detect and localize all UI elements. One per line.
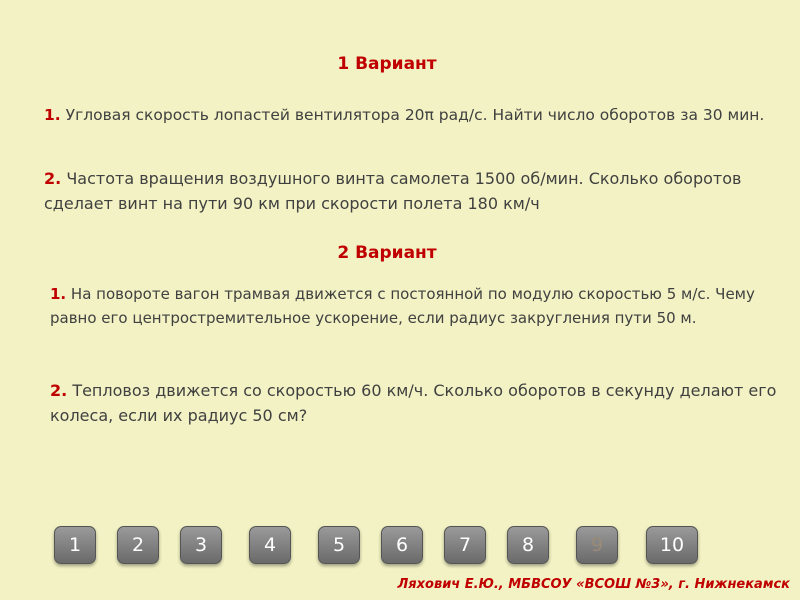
variant-2-problem-1 bbox=[50, 282, 780, 330]
nav-button-6[interactable]: 6 bbox=[381, 526, 423, 564]
nav-button-4[interactable]: 4 bbox=[249, 526, 291, 564]
variant-1-problem-2 bbox=[44, 166, 774, 216]
variant-1-problem-1 bbox=[44, 103, 774, 127]
problem-text: Угловая скорость лопастей вентилятора 20π рад/с. Найти число оборотов за 30 мин. bbox=[65, 106, 765, 124]
nav-button-3[interactable]: 3 bbox=[180, 526, 222, 564]
problem-text: Тепловоз движется со скоростью 60 км/ч. Сколько оборотов в секунду делают его колеса, если их радиус 50 см? bbox=[50, 381, 777, 425]
problem-number: 2. bbox=[50, 381, 68, 400]
problem-number: 2. bbox=[44, 169, 62, 188]
nav-button-8[interactable]: 8 bbox=[507, 526, 549, 564]
problem-number: 1. bbox=[44, 106, 61, 124]
nav-button-9[interactable]: 9 bbox=[576, 526, 618, 564]
nav-button-1[interactable]: 1 bbox=[54, 526, 96, 564]
variant-1-title: 1 Вариант bbox=[337, 54, 437, 74]
variant-2-problem-2 bbox=[50, 378, 790, 428]
author-footer: Ляхович Е.Ю., МБВСОУ «ВСОШ №3», г. Нижнекамск bbox=[397, 577, 790, 592]
problem-number: 1. bbox=[50, 285, 67, 303]
nav-button-2[interactable]: 2 bbox=[117, 526, 159, 564]
variant-2-title: 2 Вариант bbox=[337, 243, 437, 263]
nav-button-10[interactable]: 10 bbox=[646, 526, 698, 564]
nav-button-5[interactable]: 5 bbox=[318, 526, 360, 564]
nav-button-7[interactable]: 7 bbox=[444, 526, 486, 564]
slide-navigation bbox=[0, 526, 800, 566]
problem-text: Частота вращения воздушного винта самолета 1500 об/мин. Сколько оборотов сделает винт на пути 90 км при скорости полета 180 км/ч bbox=[44, 169, 742, 213]
problem-text: На повороте вагон трамвая движется с постоянной по модулю скоростью 5 м/с. Чему равно его центростремительное ускорение, если радиус закругления пути 50 м. bbox=[50, 285, 755, 327]
